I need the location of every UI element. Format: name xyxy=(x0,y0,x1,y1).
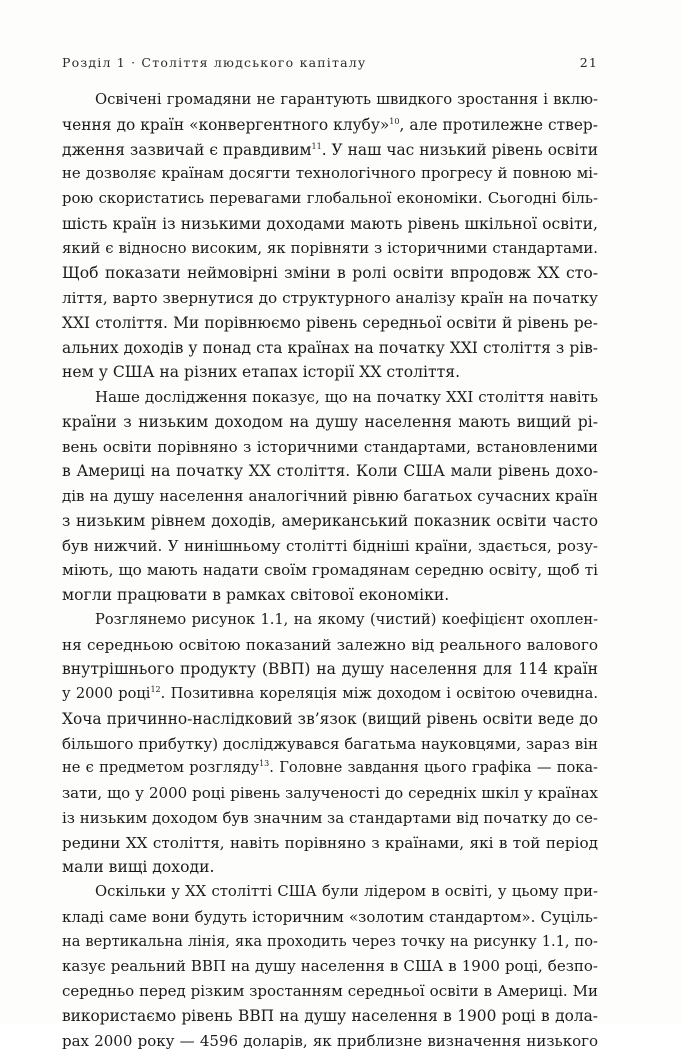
text-line: не є предметом розгляду$^{13}$. Головне завдання цього графіка — пока- xyxy=(62,756,598,781)
text-line: XXI століття. Ми порівнюємо рівень середньої освіти й рівень ре- xyxy=(62,311,598,336)
text-line: Щоб показати неймовірні зміни в ролі освіти впродовж XX сто- xyxy=(62,261,598,286)
text-line: Освічені громадяни не гарантують швидкого зростання і вклю- xyxy=(62,88,598,113)
text-line: чення до країн «конвергентного клубу»$^{10}$, але протилежне ствер- xyxy=(62,113,598,138)
text-line: середньо перед різким зростанням середньої освіти в Америці. Ми xyxy=(62,979,598,1004)
text-line: в Америці на початку XX століття. Коли США мали рівень дохо- xyxy=(62,459,598,484)
text-line: ня середньою освітою показаний залежно від реального валового xyxy=(62,633,598,658)
text-line: редини XX століття, навіть порівняно з країнами, які в той період xyxy=(62,831,598,856)
text-line: у 2000 році$^{12}$. Позитивна кореляція між доходом і освітою очевидна. xyxy=(62,682,598,707)
text-line: Оскільки у XX столітті США були лідером в освіті, у цьому при- xyxy=(62,880,598,905)
text-line: більшого прибутку) досліджувався багатьма науковцями, зараз він xyxy=(62,732,598,757)
text-line: могли працювати в рамках світової економіки. xyxy=(62,583,598,608)
text-line: Розглянемо рисунок 1.1, на якому (чистий) коефіцієнт охоплен- xyxy=(62,608,598,633)
text-line: з низьким рівнем доходів, американський показник освіти часто xyxy=(62,509,598,534)
text-line: який є відносно високим, як порівняти з історичними стандартами. xyxy=(62,237,598,262)
text-line: внутрішнього продукту (ВВП) на душу населення для 114 країн xyxy=(62,657,598,682)
text-line: на вертикальна лінія, яка проходить через точку на рисунку 1.1, по- xyxy=(62,930,598,955)
text-line: рою скористатись перевагами глобальної економіки. Сьогодні біль- xyxy=(62,187,598,212)
text-line: кладі саме вони будуть історичним «золотим стандартом». Суціль- xyxy=(62,905,598,930)
text-line: шість країн із низькими доходами мають рівень шкільної освіти, xyxy=(62,212,598,237)
text-line: вень освіти порівняно з історичними стандартами, встановленими xyxy=(62,435,598,460)
footnote-ref[interactable]: 10 xyxy=(389,117,399,126)
footnote-ref[interactable]: 11 xyxy=(312,142,322,151)
page-number: 21 xyxy=(580,55,598,70)
running-head xyxy=(62,55,598,75)
text-line: не дозволяє країнам досягти технологічного прогресу й повною мі- xyxy=(62,162,598,187)
text-line: країни з низьким доходом на душу населення мають вищий рі- xyxy=(62,410,598,435)
text-line: ліття, варто звернутися до структурного аналізу країн на початку xyxy=(62,286,598,311)
text-line: використаємо рівень ВВП на душу населення в 1900 році в дола- xyxy=(62,1004,598,1029)
text-line: Хоча причинно-наслідковий зв’язок (вищий рівень освіти веде до xyxy=(62,707,598,732)
text-line: мали вищі доходи. xyxy=(62,855,598,880)
text-line: міють, що мають надати своїм громадянам середню освіту, щоб ті xyxy=(62,558,598,583)
text-line: був нижчий. У нинішньому столітті бідніші країни, здається, розу- xyxy=(62,534,598,559)
text-line: дів на душу населення аналогічний рівню багатьох сучасних країн xyxy=(62,484,598,509)
text-line: альних доходів у понад ста країнах на початку XXI століття з рів- xyxy=(62,336,598,361)
text-line: Наше дослідження показує, що на початку XXI століття навіть xyxy=(62,385,598,410)
footnote-ref[interactable]: 12 xyxy=(150,685,160,694)
text-line: казує реальний ВВП на душу населення в США в 1900 році, безпо- xyxy=(62,954,598,979)
text-line: зати, що у 2000 році рівень залученості до середніх шкіл у країнах xyxy=(62,781,598,806)
chapter-title: Розділ 1 · Століття людського капіталу xyxy=(62,55,366,70)
text-line: нем у США на різних етапах історії XX століття. xyxy=(62,360,598,385)
body-text xyxy=(62,88,598,1053)
text-line: із низьким доходом був значним за стандартами від початку до се- xyxy=(62,806,598,831)
text-line: рах 2000 року — 4596 доларів, як приблизне визначення низького xyxy=(62,1029,598,1053)
footnote-ref[interactable]: 13 xyxy=(259,759,269,768)
text-line: дження зазвичай є правдивим$^{11}$. У наш час низький рівень освіти xyxy=(62,138,598,163)
